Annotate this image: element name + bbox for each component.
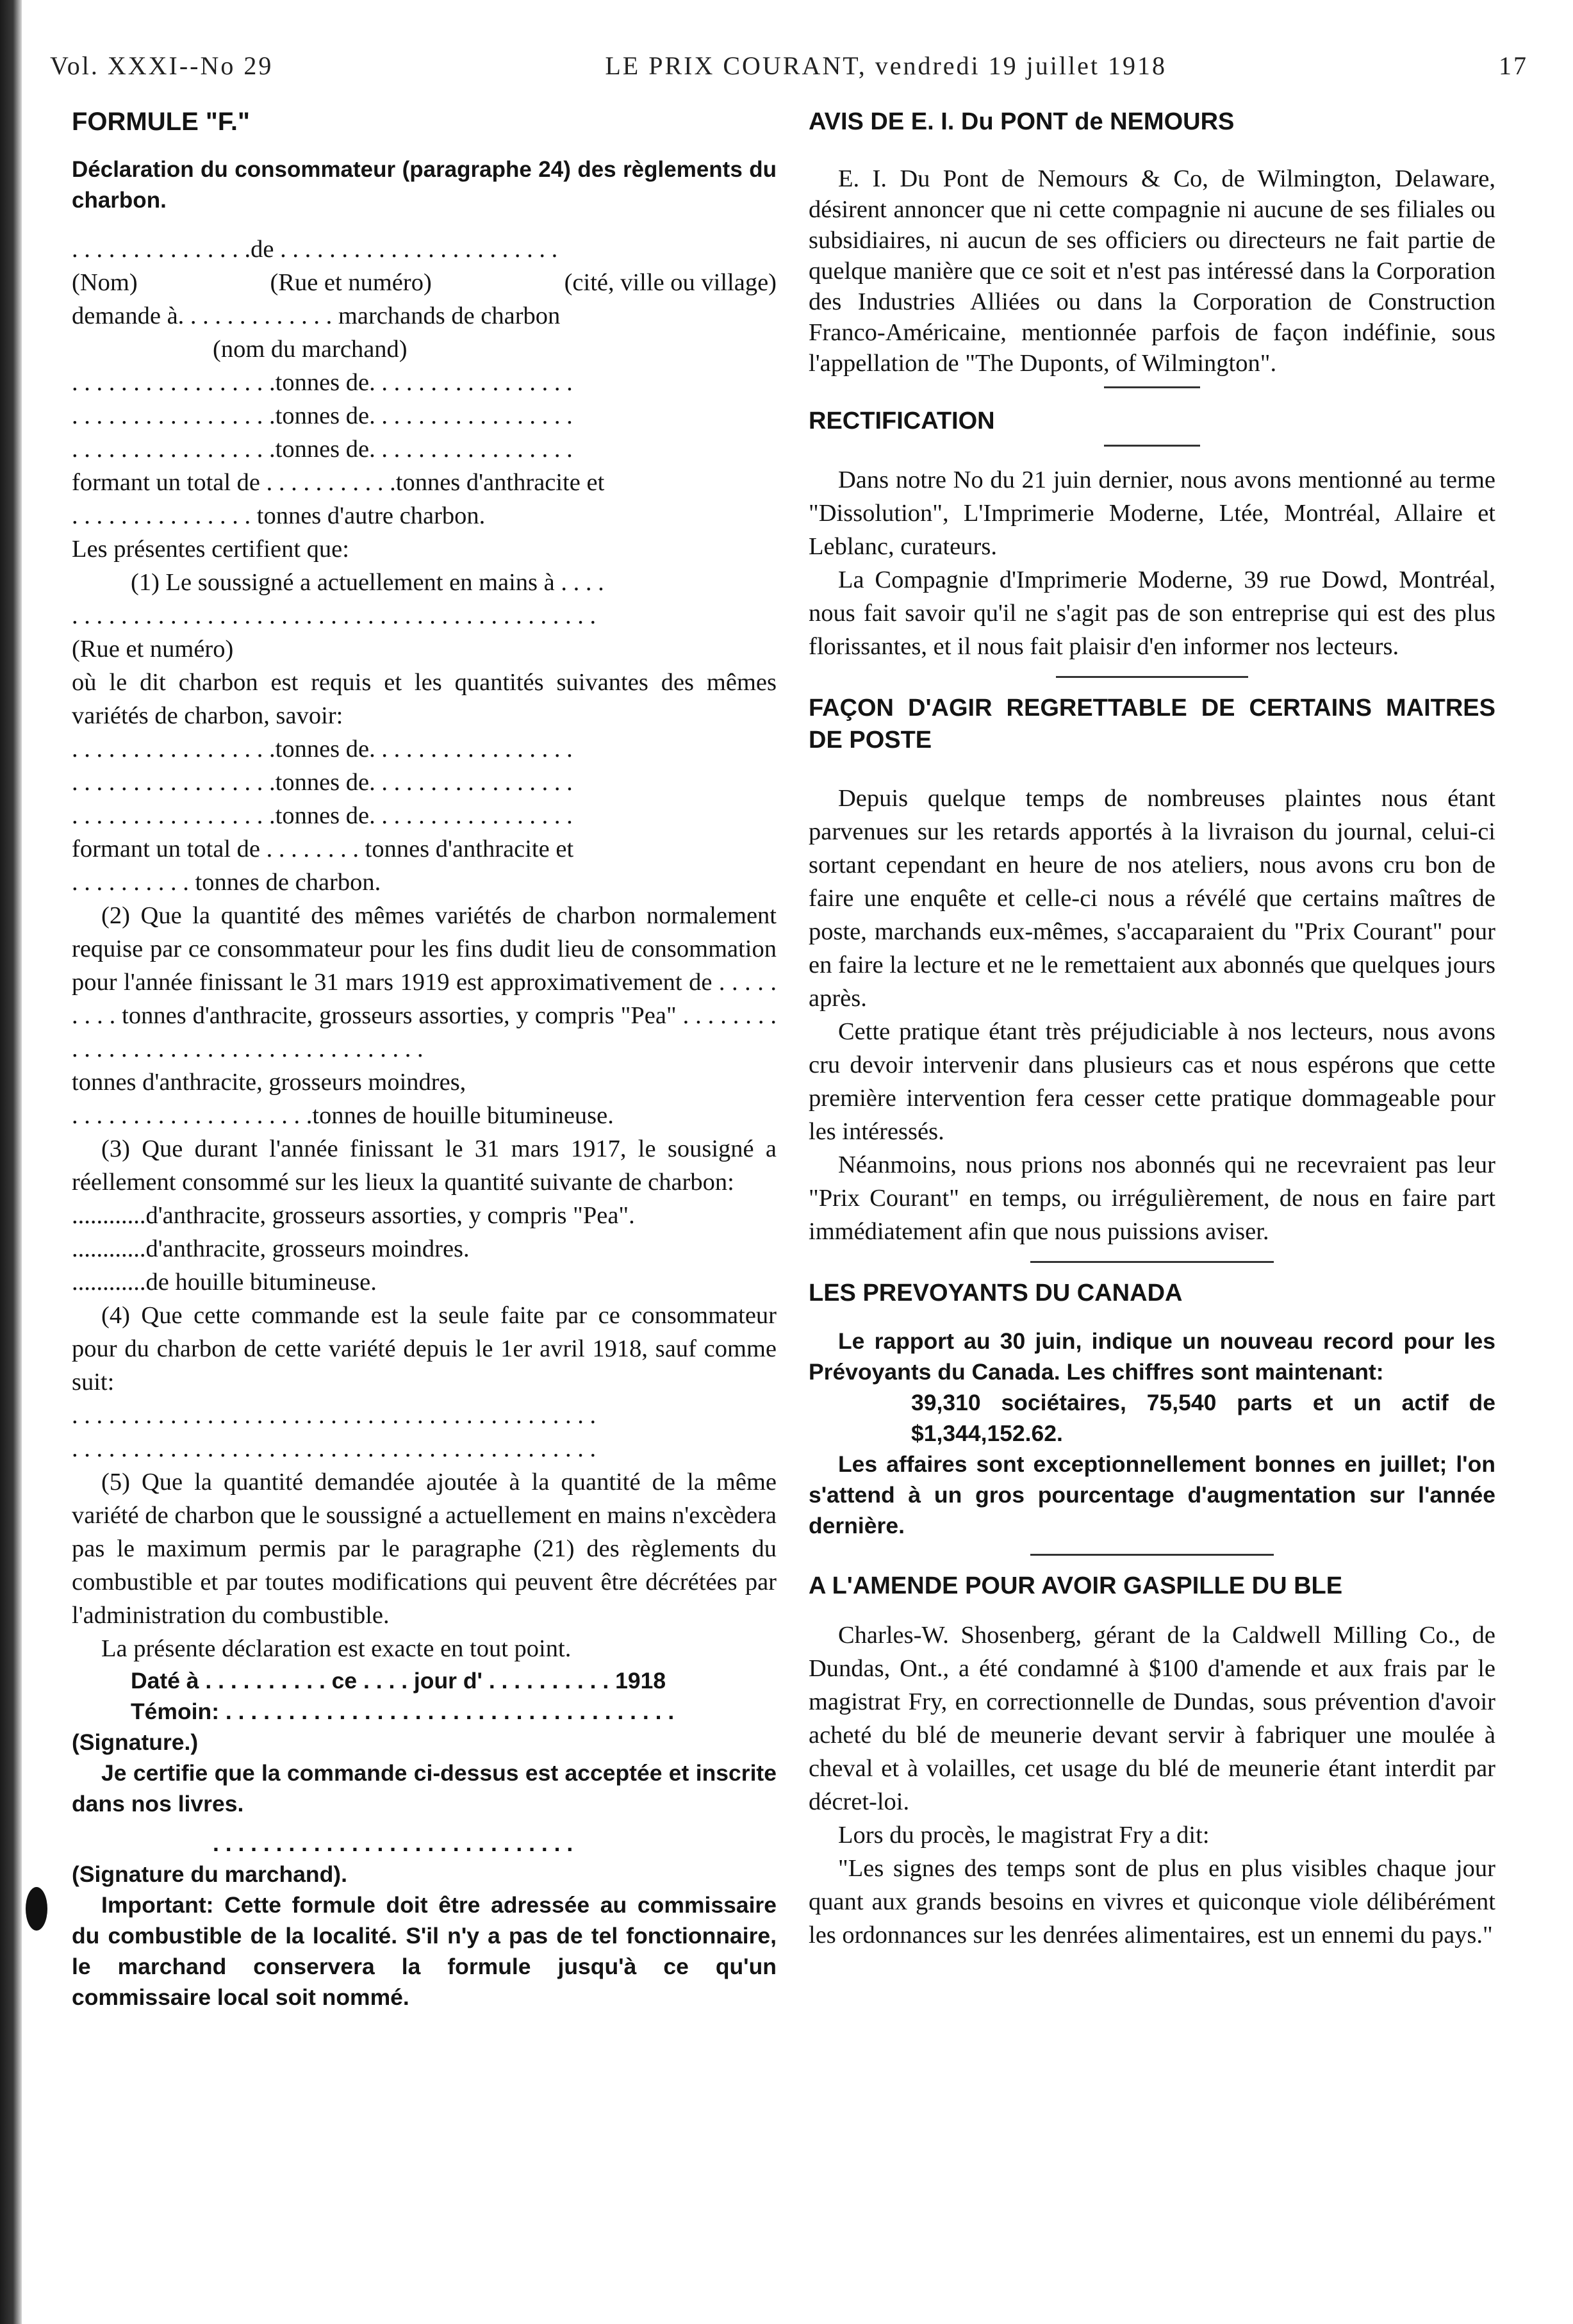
form-line-total: formant un total de . . . . . . . . . . .tonnes d'anthracite et — [72, 469, 605, 496]
caption-row — [72, 266, 777, 299]
prevoyants-title: LES PREVOYANTS DU CANADA — [809, 1280, 1183, 1306]
form-line-moindres: tonnes d'anthracite, grosseurs moindres, — [72, 1069, 466, 1096]
volume-number: Vol. XXXI--No 29 — [50, 51, 274, 80]
caption-marchand: (nom du marchand) — [213, 336, 408, 363]
facon-p1: Depuis quelque temps de nombreuses plaintes nous étant parvenues sur les retards apportés à la livraison du journal, celui-ci sortant cependant en heure de nos ateliers, nous avons cru bon de faire une enquête et celle-ci nous a révélé que certains maîtres de poste, marchands eux-mêmes, s'accaparaient du "Prix Courant" pour en faire la lecture et ne le remettaient aux abonnés que quelques jours après. — [809, 785, 1495, 1012]
form-line-dots: . . . . . . . . . . . . . . . . . . . . . . . . . . . . . . . . . . . . . . . . . . . — [72, 1435, 597, 1462]
page-header — [50, 46, 1528, 85]
section-divider — [1030, 1261, 1274, 1263]
facon-p3: Néanmoins, nous prions nos abonnés qui ne recevraient pas leur "Prix Courant" en temps, ou irrégulièrement, de nous en faire part immédiatement afin que nous puissions aviser. — [809, 1151, 1495, 1245]
form-line-3b: ............d'anthracite, grosseurs moindres. — [72, 1235, 470, 1262]
para-certifie: Je certifie que la commande ci-dessus est acceptée et inscrite dans nos livres. — [72, 1760, 777, 1817]
important-label: Important: — [101, 1892, 214, 1918]
important-text: Cette formule doit être adressée au commissaire du combustible de la localité. S'il n'y a pas de tel fonctionnaire, le marchand conservera la formule jusqu'à ce qu'un commissaire local soit nommé. — [72, 1892, 777, 2010]
section-divider — [1056, 676, 1248, 678]
form-line-tonnes: . . . . . . . . . . . . . . . . .tonnes de. . . . . . . . . . . . . . . . . — [72, 802, 573, 829]
para-3: (3) Que durant l'année finissant le 31 mars 1917, le sousigné a réellement consommé sur les lieux la quantité suivante de charbon: — [72, 1135, 777, 1196]
facon-p2: Cette pratique étant très préjudiciable à nos lecteurs, nous avons cru devoir intervenir dans plusieurs cas et nous espérons que cette première intervention fera cesser cette pratique dommageable pour les intéressés. — [809, 1018, 1495, 1145]
form-line-tonnes: . . . . . . . . . . . . . . . . .tonnes de. . . . . . . . . . . . . . . . . — [72, 736, 573, 762]
prevoyants-figures: 39,310 sociétaires, 75,540 parts et un actif de $1,344,152.62. — [911, 1390, 1495, 1446]
caption-nom: (Nom) — [72, 269, 138, 296]
title-underline — [1104, 445, 1200, 447]
form-line-tonnes: . . . . . . . . . . . . . . . . .tonnes de. . . . . . . . . . . . . . . . . — [72, 436, 573, 463]
para-5: (5) Que la quantité demandée ajoutée à la quantité de la même variété de charbon que le soussigné a actuellement en mains n'excèdera pas le maximum permis par le paragraphe (21) des règlements du combustible et par toutes modifications qui peuvent être décrétées par l'administration du combustible. — [72, 1469, 777, 1629]
form-title: FORMULE "F." — [72, 108, 250, 136]
form-line-dots: . . . . . . . . . . . . . . . . . . . . . . . . . . . . . . . . . . . . . . . . . . . — [72, 1402, 597, 1429]
form-line-tonnes: . . . . . . . . . . . . . . . . .tonnes de. . . . . . . . . . . . . . . . . — [72, 369, 573, 396]
amende-title: A L'AMENDE POUR AVOIR GASPILLE DU BLE — [809, 1572, 1343, 1599]
form-line-houille: . . . . . . . . . . . . . . . . . . . .tonnes de houille bitumineuse. — [72, 1102, 614, 1129]
section-divider — [1104, 386, 1200, 388]
dupont-text: E. I. Du Pont de Nemours & Co, de Wilmington, Delaware, désirent annoncer que ni cette compagnie ni aucune de ses filiales ou subsidiaires, ni aucun de ses officiers ou directeurs ne fait partie de quelque manière que ce soit et n'est pas intéressé dans la Corporation des Industries Alliées ou dans la Corporation de Construction Franco-Américaine, mentionnée parfois de façon indéfinie, sous l'appellation de "The Duponts, of Wilmington". — [809, 165, 1495, 377]
form-line-autre: . . . . . . . . . . . . . . . tonnes d'autre charbon. — [72, 502, 486, 529]
caption-rue-numero: (Rue et numéro) — [72, 636, 234, 663]
form-line-tonnes: . . . . . . . . . . . . . . . . .tonnes de. . . . . . . . . . . . . . . . . — [72, 402, 573, 429]
page-number: 17 — [1499, 51, 1528, 80]
form-line-charbon: . . . . . . . . . . tonnes de charbon. — [72, 869, 381, 896]
para-4: (4) Que cette commande est la seule faite par ce consommateur pour du charbon de cette variété depuis le 1er avril 1918, sauf comme suit: — [72, 1302, 777, 1396]
form-line-dots: . . . . . . . . . . . . . . . . . . . . . . . . . . . . . . . . . . . . . . . . . . . — [72, 602, 597, 629]
para-2: (2) Que la quantité des mêmes variétés de charbon normalement requise par ce consommateur pour les fins dudit lieu de consommation pour l'année finissant le 31 mars 1919 est approximativement de . . . . . . . . . tonnes d'anthracite, grosseurs assorties, y compris "Pea" . . . . . . . . . . . . . . . . . . . . . . . . . . . . . . . . . . . . . — [72, 902, 777, 1062]
binding-spine — [0, 0, 22, 2324]
rectification-p1: Dans notre No du 21 juin dernier, nous avons mentionné au terme "Dissolution", L'Imprimerie Moderne, Ltée, Montréal, Allaire et Leblanc, curateurs. — [809, 466, 1495, 560]
amende-p3: "Les signes des temps sont de plus en plus visibles chaque jour quant aux grands besoins en vivres et quiconque viole délibérément les ordonnances sur les denrées alimentaires, est un ennemi du pays." — [809, 1855, 1495, 1949]
masthead: LE PRIX COURANT, vendredi 19 juillet 1918 — [605, 51, 1167, 80]
caption-signature-marchand: (Signature du marchand). — [72, 1861, 347, 1887]
form-line-tonnes: . . . . . . . . . . . . . . . . .tonnes de. . . . . . . . . . . . . . . . . — [72, 769, 573, 796]
caption-cite: (cité, ville ou village) — [564, 269, 777, 296]
form-line-p1: (1) Le soussigné a actuellement en mains à . . . . — [131, 569, 604, 596]
form-line-total: formant un total de . . . . . . . . tonnes d'anthracite et — [72, 836, 574, 862]
para-3a: ............d'anthracite, grosseurs assorties, y compris "Pea". — [72, 1202, 635, 1229]
binding-hole — [26, 1887, 47, 1931]
rectification-p2: La Compagnie d'Imprimerie Moderne, 39 rue Dowd, Montréal, nous fait savoir qu'il ne s'agit pas de son entreprise qui est des plus florissantes, et il nous fait plaisir d'en informer nos lecteurs. — [809, 566, 1495, 660]
section-divider — [1030, 1554, 1274, 1556]
dupont-title: AVIS DE E. I. Du PONT de NEMOURS — [809, 108, 1235, 135]
important-note — [72, 1890, 777, 2013]
rectification-title: RECTIFICATION — [809, 408, 995, 434]
prevoyants-p2: Les affaires sont exceptionnellement bonnes en juillet; l'on s'attend à un gros pourcentage d'augmentation sur l'année dernière. — [809, 1451, 1495, 1538]
amende-p1: Charles-W. Shosenberg, gérant de la Caldwell Milling Co., de Dundas, Ont., a été condamné à $100 d'amende et aux frais par le magistrat Fry, en correctionnelle de Dundas, sous prévention d'avoir acheté du blé de meunerie devant servir à fabriquer une moulée à cheval et à volailles, cet usage du blé de meunerie étant interdit par décret-loi. — [809, 1622, 1495, 1815]
caption-signature: (Signature.) — [72, 1729, 199, 1755]
form-line-presentes: Les présentes certifient que: — [72, 536, 349, 563]
form-line-de: . . . . . . . . . . . . . . .de . . . . . . . . . . . . . . . . . . . . . . . — [72, 236, 558, 263]
line-exacte: La présente déclaration est exacte en tout point. — [101, 1635, 572, 1662]
form-line-date: Daté à . . . . . . . . . . ce . . . . jour d' . . . . . . . . . . 1918 — [131, 1668, 666, 1694]
para-ou: où le dit charbon est requis et les quantités suivantes des mêmes variétés de charbon, savoir: — [72, 669, 777, 729]
form-line-temoin: Témoin: . . . . . . . . . . . . . . . . . . . . . . . . . . . . . . . . . . . . — [131, 1699, 675, 1724]
amende-p2: Lors du procès, le magistrat Fry a dit: — [838, 1822, 1210, 1849]
left-column — [72, 106, 777, 2013]
form-line-3c: ............de houille bitumineuse. — [72, 1269, 377, 1296]
right-column — [809, 106, 1495, 1952]
form-line-dots-signature: . . . . . . . . . . . . . . . . . . . . . . . . . . . . . — [213, 1831, 573, 1856]
facon-title: FAÇON D'AGIR REGRETTABLE DE CERTAINS MAITRES DE POSTE — [809, 695, 1495, 754]
caption-rue: (Rue et numéro) — [270, 269, 432, 296]
form-subtitle: Déclaration du consommateur (paragraphe 24) des règlements du charbon. — [72, 157, 777, 213]
prevoyants-p1: Le rapport au 30 juin, indique un nouveau record pour les Prévoyants du Canada. Les chiffres sont maintenant: — [809, 1328, 1495, 1385]
form-line-demande: demande à. . . . . . . . . . . . . marchands de charbon — [72, 302, 561, 329]
